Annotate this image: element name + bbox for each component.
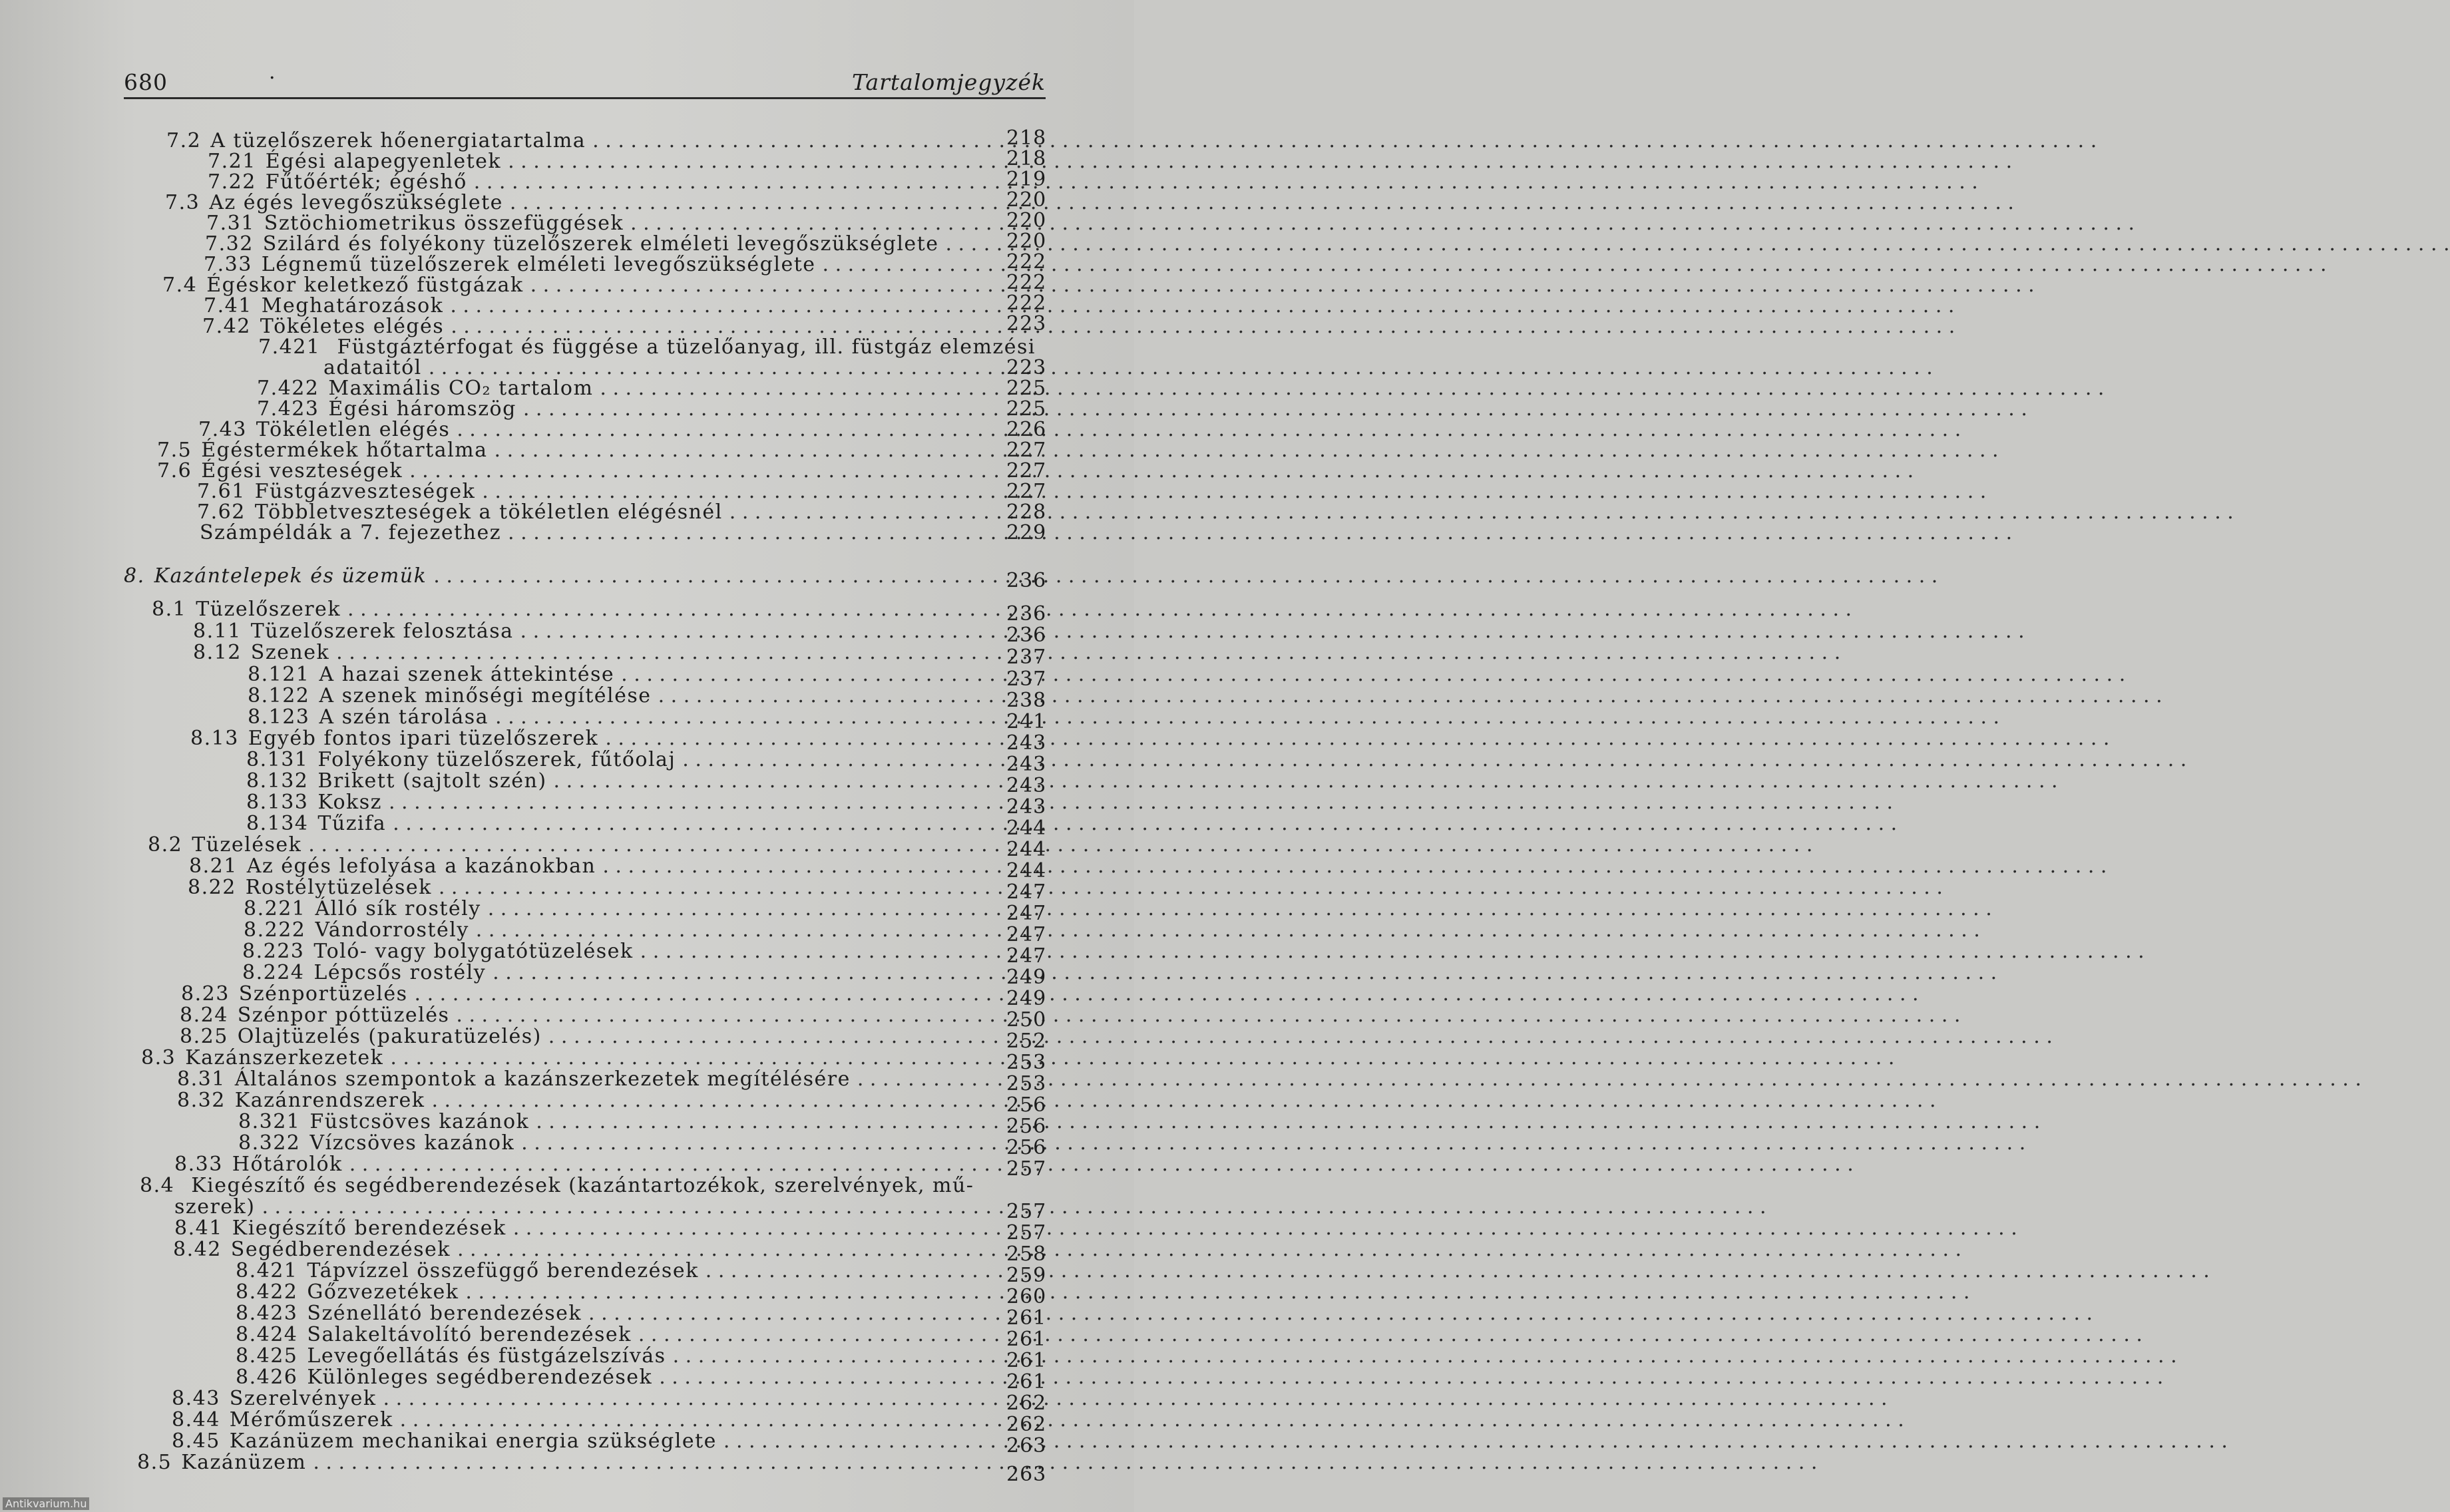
entry-page: 238 [1006,689,1047,712]
entry-page: 228 [1006,500,1047,524]
toc-entry [238,1131,992,1155]
entry-page: 244 [1006,838,1047,861]
entry-page: 222 [1006,250,1047,274]
entry-page: 218 [1006,126,1047,150]
entry-title: Kiegészítő és segédberendezések (kazántartozékok, szerelvények, mű- [191,1174,974,1197]
dot-leader [457,418,1961,441]
entry-page: 247 [1006,923,1047,946]
entry-number: 8.422 [236,1280,298,1304]
dot-leader [510,191,2014,214]
dot-leader [476,918,1980,942]
entry-number: 7.2 [166,129,202,152]
dot-leader [600,377,2104,400]
entry-number: 8.133 [246,791,309,814]
toc-entry [177,1067,992,1091]
toc-entry [244,897,992,921]
entry-page: 247 [1006,944,1047,968]
entry-number: 7.4 [162,274,198,297]
toc-entry [173,1238,992,1262]
toc-entry [236,1366,992,1390]
entry-title: A hazai szenek áttekintése [319,663,615,686]
entry-title: Kazánszerkezetek [185,1046,384,1069]
entry-page: 241 [1006,710,1047,733]
dot-leader [433,564,1938,588]
entry-number: 8.2 [148,833,183,856]
entry-page: 236 [1006,624,1047,647]
entry-number: 8.4 [140,1174,175,1197]
dot-leader [409,459,1914,482]
entry-number: 8.12 [193,641,242,664]
dot-leader [513,1217,2017,1240]
toc-entry [189,854,992,878]
entry-title: Koksz [317,791,382,814]
entry-page: 256 [1006,1136,1047,1159]
entry-page: 219 [1006,168,1047,191]
toc-entry [238,1110,992,1134]
watermark: Antikvarium.hu [3,1497,89,1510]
entry-page: 249 [1006,987,1047,1010]
dot-leader [621,663,2125,686]
entry-number: 8.224 [242,961,305,984]
entry-title: Tökéletlen elégés [256,418,451,441]
dot-leader [450,294,1954,317]
entry-title: Álló sík rostély [315,897,481,920]
toc-entry [242,940,992,964]
entry-title: Szénellátó berendezések [307,1302,582,1325]
entry-number: 8.25 [180,1025,228,1048]
dot-leader [592,129,2097,152]
dot-leader [415,982,1919,1006]
dot-leader [706,1259,2210,1282]
dot-leader [439,876,1943,899]
entry-page: 257 [1006,1157,1047,1181]
toc-entry [172,1429,992,1453]
entry-number: 8.22 [188,876,236,899]
entry-title: Tápvízzel összefüggő berendezések [307,1259,699,1282]
entry-title: Salakeltávolító berendezések [307,1323,632,1346]
entry-number: 8.221 [244,897,306,920]
entry-page: 236 [1006,569,1047,592]
entry-page: 227 [1006,480,1047,503]
entry-page: 252 [1006,1030,1047,1053]
entry-number: 8.423 [236,1302,298,1325]
entry-number: 8.421 [236,1259,298,1282]
entry-number: 8.321 [238,1110,301,1133]
page-number: 680 [124,69,168,95]
dot-leader [495,705,1999,729]
entry-page: 243 [1006,795,1047,819]
entry-number: 7.31 [206,212,255,235]
entry-title: Gőzvezetékek [307,1280,459,1304]
chapter-heading [124,564,992,588]
dot-leader [456,1004,1960,1027]
toc-entry [200,521,992,545]
table-of-contents [0,0,1134,1512]
entry-number: 7.62 [197,500,246,524]
entry-page: 218 [1006,147,1047,170]
toc-entry [190,727,992,751]
entry-title: Az égés levegőszükséglete [209,191,503,214]
entry-number: 8.3 [141,1046,176,1069]
entry-number: 7.22 [208,170,256,194]
entry-page: 256 [1006,1093,1047,1117]
entry-number: 8.132 [246,769,309,793]
dot-leader [495,439,1999,462]
entry-page: 223 [1006,356,1047,379]
entry-page: 243 [1006,774,1047,797]
dot-leader [723,1429,2228,1453]
entry-page: 250 [1006,1008,1047,1032]
entry-title: Többletveszteségek a tökéletlen elégésnél [254,500,723,524]
dot-leader [429,356,1933,379]
entry-page: 253 [1006,1072,1047,1095]
entry-title: Kazánüzem [181,1451,307,1474]
toc-entry [236,1344,992,1368]
entry-number: 8.134 [246,812,309,835]
dot-leader [658,684,2162,707]
entry-title: Olajtüzelés (pakuratüzelés) [237,1025,542,1048]
toc-entry [236,1323,992,1347]
dot-leader [945,232,2449,256]
toc-entry [180,1025,992,1049]
dot-leader [347,598,1852,621]
entry-page: 253 [1006,1051,1047,1074]
entry-number: 8.21 [189,854,238,878]
entry-title: Szerelvények [229,1387,377,1410]
entry-title: Kiegészítő berendezések [232,1217,507,1240]
dot-leader [823,253,2327,276]
entry-number: 8.31 [177,1067,226,1091]
entry-page: 243 [1006,753,1047,776]
entry-page: 258 [1006,1242,1047,1266]
entry-page: 263 [1006,1434,1047,1457]
entry-title: Általános szempontok a kazánszerkezetek megítélésére [234,1067,851,1091]
dot-leader [349,1153,1854,1176]
entry-number: 8.121 [248,663,310,686]
entry-title: Számpéldák a 7. fejezethez [200,521,502,544]
dot-leader [400,1408,1904,1431]
dot-leader [383,1387,1888,1410]
entry-title: Kazánrendszerek [234,1089,425,1112]
toc-entry [246,812,992,836]
toc-entry [244,918,992,942]
entry-title: A szenek minőségi megítélése [319,684,652,707]
entry-title: Légnemű tüzelőszerek elméleti levegőszükséglete [261,253,816,276]
entry-title: Sztöchiometrikus összefüggések [264,212,624,235]
entry-title: Tüzelőszerek [196,598,341,621]
dot-leader [605,727,2109,750]
toc-entry [152,598,992,622]
entry-page: 226 [1006,418,1047,441]
entry-page: 237 [1006,667,1047,691]
entry-title: Folyékony tüzelőszerek, fűtőolaj [317,748,676,771]
toc-entry [246,769,992,793]
entry-number: 8.42 [173,1238,222,1261]
entry-title: Füstgázveszteségek [254,480,476,503]
toc-entry [180,1004,992,1028]
entry-page: 257 [1006,1221,1047,1244]
entry-page: 260 [1006,1285,1047,1308]
toc-entry [174,1153,992,1177]
toc-entry [248,663,992,687]
toc-entry [246,748,992,772]
toc-entry [172,1408,992,1432]
toc-entry [236,1280,992,1304]
toc-entry [137,1451,992,1475]
dot-leader [548,1025,2053,1048]
entry-number: 8.13 [190,727,239,750]
entry-number: 7.41 [204,294,252,317]
entry-page: 222 [1006,271,1047,294]
entry-title: Szilárd és folyékony tüzelőszerek elméleti levegőszükséglete [262,232,939,256]
book-page [0,0,1134,1512]
toc-entry [248,705,992,729]
entry-title: Toló- vagy bolygatótüzelések [313,940,634,963]
dot-leader [638,1323,2143,1346]
entry-number: 7.6 [157,459,192,482]
dot-leader [336,641,1840,664]
entry-title: Tüzelések [192,833,302,856]
dot-leader [673,1344,2177,1368]
entry-number: 7.43 [198,418,247,441]
dot-leader [602,854,2107,878]
dot-leader [431,1089,1936,1112]
entry-page: 247 [1006,902,1047,925]
entry-title: Brikett (sajtolt szén) [317,769,547,793]
dot-leader [508,521,2012,544]
entry-title: Maximális CO₂ tartalom [328,377,594,400]
entry-number: 8.223 [242,940,305,963]
entry-number: 8.24 [180,1004,228,1027]
entry-title: Égéstermékek hőtartalma [201,439,488,462]
entry-number: 8.11 [193,620,242,643]
dot-leader [523,397,2027,421]
entry-page: 227 [1006,439,1047,462]
toc-entry [236,1302,992,1326]
entry-number: 8.41 [174,1217,223,1240]
toc-entry [242,961,992,985]
header-dot: · [269,67,276,90]
toc-entry [140,1174,974,1197]
dot-leader [308,833,1812,856]
entry-title: Az égés lefolyása a kazánokban [246,854,596,878]
entry-number: 7.421 [258,335,321,359]
entry-title: Égési alapegyenletek [265,150,502,173]
entry-title: Füstgáztérfogat és függése a tüzelőanyag, ill. füstgáz elemzési [337,335,1036,359]
dot-leader [530,274,2035,297]
entry-number: 8.43 [172,1387,220,1410]
entry-page: 220 [1006,188,1047,212]
toc-entry [246,791,992,815]
entry-number: 8.32 [177,1089,226,1112]
entry-page: 263 [1006,1463,1047,1486]
entry-title: Levegőellátás és füstgázelszívás [307,1344,666,1368]
dot-leader [682,748,2186,771]
entry-number: 7.61 [197,480,246,503]
dot-leader [640,940,2144,963]
dot-leader [451,315,1955,338]
toc-entry [181,982,992,1006]
entry-title: Kazánüzem mechanikai energia szükséglete [229,1429,717,1453]
entry-title: A tüzelőszerek hőenergiatartalma [210,129,586,152]
entry-page: 237 [1006,646,1047,669]
toc-entry [177,1089,992,1113]
entry-title: Segédberendezések [230,1238,451,1261]
dot-leader [488,897,1992,920]
entry-page: 256 [1006,1115,1047,1138]
entry-title: Kazántelepek és üzemük [154,564,427,588]
entry-number: 7.423 [257,397,319,421]
dot-leader [554,769,2058,793]
entry-page: 261 [1006,1328,1047,1351]
entry-number: 7.33 [204,253,252,276]
entry-number: 8.5 [137,1451,172,1474]
entry-title: Hőtárolók [232,1153,343,1176]
entry-number: 8.424 [236,1323,298,1346]
entry-number: 8.131 [246,748,309,771]
toc-entry [174,1195,992,1219]
dot-leader [729,500,2234,524]
entry-title: Füstcsöves kazánok [309,1110,530,1133]
dot-leader [393,812,1897,835]
entry-title: Égési veszteségek [201,459,403,482]
entry-title: Fűtőérték; égéshő [265,170,467,194]
running-title: Tartalomjegyzék [852,69,1046,95]
entry-page: 220 [1006,209,1047,232]
dot-leader [857,1067,2361,1091]
entry-number: 7.32 [205,232,254,256]
entry-title: Szenek [250,641,330,664]
entry-number: 8.45 [172,1429,220,1453]
toc-entry [248,684,992,708]
entry-number: 8.1 [152,598,187,621]
entry-page: 261 [1006,1370,1047,1394]
dot-leader [659,1366,2163,1389]
entry-page: 262 [1006,1392,1047,1415]
entry-number: 8.33 [174,1153,223,1176]
entry-number: 7.21 [208,150,256,173]
entry-page: 244 [1006,859,1047,882]
entry-title: Vándorrostély [315,918,469,942]
dot-leader [389,791,1893,814]
entry-page: 236 [1006,602,1047,626]
entry-title: Különleges segédberendezések [307,1366,653,1389]
toc-entry [188,876,992,900]
dot-leader [520,620,2025,643]
entry-title: Tűzifa [317,812,387,835]
entry-page: 225 [1006,397,1047,421]
entry-page: 220 [1006,230,1047,253]
entry-number: 8.222 [244,918,306,942]
dot-leader [521,1131,2025,1155]
entry-page: 261 [1006,1349,1047,1372]
entry-number: 7.42 [202,315,251,338]
dot-leader [390,1046,1894,1069]
entry-page: 227 [1006,459,1047,482]
entry-title: adataitól [323,356,422,379]
dot-leader [536,1110,2040,1133]
entry-number: 8.425 [236,1344,298,1368]
dot-leader [493,961,1997,984]
entry-title: Lépcsős rostély [313,961,487,984]
entry-page: 223 [1006,312,1047,335]
toc-entry [172,1387,992,1411]
entry-title: Szénpor póttüzelés [237,1004,450,1027]
entry-page: 225 [1006,377,1047,400]
toc-entry [236,1259,992,1283]
entry-page: 261 [1006,1306,1047,1330]
dot-leader [313,1451,1817,1474]
entry-number: 8.122 [248,684,310,707]
entry-title: Tökéletes elégés [260,315,445,338]
dot-leader [482,480,1986,503]
toc-entry [148,833,992,857]
entry-number: 8.426 [236,1366,298,1389]
entry-page: 257 [1006,1200,1047,1223]
entry-number: 7.3 [165,191,200,214]
entry-page: 229 [1006,521,1047,544]
dot-leader [508,150,2012,173]
entry-number: 8.322 [238,1131,301,1155]
dot-leader [630,212,2135,235]
entry-title: Egyéb fontos ipari tüzelőszerek [248,727,599,750]
dot-leader [465,1280,1969,1304]
entry-page: 244 [1006,817,1047,840]
entry-number: 7.422 [257,377,319,400]
entry-number: 8. [124,564,145,588]
toc-entry [141,1046,992,1070]
entry-title: Tüzelőszerek felosztása [250,620,514,643]
entry-title: Mérőműszerek [229,1408,393,1431]
entry-title: Vízcsöves kazánok [309,1131,515,1155]
dot-leader [457,1238,1961,1261]
entry-title: Meghatározások [261,294,444,317]
entry-title: szerek) [174,1195,256,1219]
entry-title: Égési háromszög [328,397,516,421]
toc-entry [193,620,992,644]
entry-page: 249 [1006,966,1047,989]
entry-number: 8.23 [181,982,230,1006]
entry-page: 259 [1006,1264,1047,1287]
entry-number: 7.5 [157,439,192,462]
entry-page: 243 [1006,731,1047,755]
dot-leader [474,170,1978,194]
entry-page: 222 [1006,291,1047,315]
dot-leader [588,1302,2093,1325]
entry-title: Égéskor keletkező füstgázak [206,274,524,297]
toc-entry [193,641,992,665]
entry-number: 8.44 [172,1408,220,1431]
entry-title: A szén tárolása [319,705,489,729]
toc-entry [258,335,1036,359]
entry-page: 262 [1006,1413,1047,1436]
entry-title: Szénportüzelés [238,982,408,1006]
entry-title: Rostélytüzelések [245,876,432,899]
entry-number: 8.123 [248,705,310,729]
toc-entry [174,1217,992,1240]
entry-page: 247 [1006,880,1047,904]
